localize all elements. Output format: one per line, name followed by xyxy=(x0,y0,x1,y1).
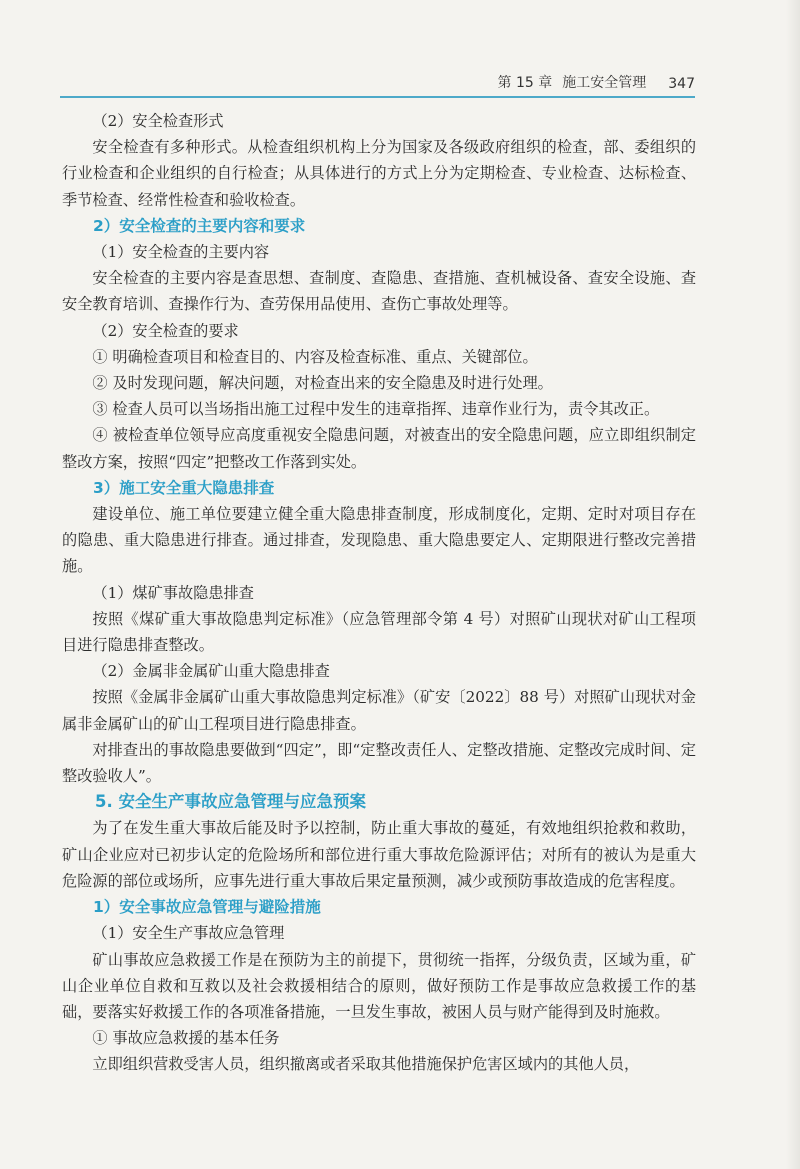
paragraph: 立即组织营救受害人员，组织撤离或者采取其他措施保护危害区域内的其他人员， xyxy=(92,1055,640,1074)
list-item: ④ 被检查单位领导应高度重视安全隐患问题，对被查出的安全隐患问题，应立即组织制定整改方案，按照“四定”把整改工作落到实处。 xyxy=(62,426,696,471)
running-header xyxy=(60,72,695,98)
subheading: （1）安全生产事故应急管理 xyxy=(92,924,285,943)
page-edge-shadow xyxy=(786,0,800,1169)
paragraph: 安全检查有多种形式。从检查组织机构上分为国家及各级政府组织的检查，部、委组织的行业检查和企业组织的自行检查；从具体进行的方式上分为定期检查、专业检查、达标检查、季节检查、经常性检查和验收检查。 xyxy=(62,138,696,209)
page-number: 347 xyxy=(668,76,695,92)
paragraph: 建设单位、施工单位要建立健全重大隐患排查制度，形成制度化，定期、定时对项目存在的隐患、重大隐患进行排查。通过排查，发现隐患、重大隐患要定人、定期限进行整改完善措施。 xyxy=(62,505,696,576)
subheading: （2）金属非金属矿山重大隐患排查 xyxy=(92,662,330,681)
chapter-number: 第 15 章 xyxy=(497,75,553,91)
subheading: （1）煤矿事故隐患排查 xyxy=(92,583,254,602)
list-item: ③ 检查人员可以当场指出施工过程中发生的违章指挥、违章作业行为，责令其改正。 xyxy=(92,400,660,419)
section-heading: 2）安全检查的主要内容和要求 xyxy=(93,216,306,235)
section-heading: 1）安全事故应急管理与避险措施 xyxy=(93,898,321,917)
subheading: （2）安全检查形式 xyxy=(92,112,224,130)
paragraph: 按照《煤矿重大事故隐患判定标准》（应急管理部令第 4 号）对照矿山现状对矿山工程项目进行隐患排查整改。 xyxy=(62,609,696,655)
list-item: ① 明确检查项目和检查目的、内容及检查标准、重点、关键部位。 xyxy=(92,347,538,366)
page-body xyxy=(62,108,696,1078)
paragraph: 安全检查的主要内容是查思想、查制度、查隐患、查措施、查机械设备、查安全设施、查安全教育培训、查操作行为、查劳保用品使用、查伤亡事故处理等。 xyxy=(62,269,696,314)
list-item: ① 事故应急救援的基本任务 xyxy=(92,1029,280,1048)
subheading: （2）安全检查的要求 xyxy=(92,321,239,340)
paragraph: 矿山事故应急救援工作是在预防为主的前提下，贯彻统一指挥，分级负责，区域为重，矿山企业单位自救和互救以及社会救援相结合的原则，做好预防工作是事故应急救援工作的基础，要落实好救援工作的各项准备措施，一旦发生事故，被困人员与财产能得到及时施救。 xyxy=(62,950,696,1021)
paragraph: 对排查出的事故隐患要做到“四定”，即“定整改责任人、定整改措施、定整改完成时间、定整改验收人”。 xyxy=(62,740,696,786)
subheading: （1）安全检查的主要内容 xyxy=(92,243,270,262)
major-heading: 5. 安全生产事故应急管理与应急预案 xyxy=(95,792,366,812)
paragraph: 按照《金属非金属矿山重大事故隐患判定标准》（矿安〔2022〕88 号）对照矿山现状对金属非金属矿山的矿山工程项目进行隐患排查。 xyxy=(62,688,696,733)
chapter-title: 施工安全管理 xyxy=(562,75,647,91)
list-item: ② 及时发现问题，解决问题，对检查出来的安全隐患及时进行处理。 xyxy=(92,374,553,393)
section-heading: 3）施工安全重大隐患排查 xyxy=(93,478,275,497)
paragraph: 为了在发生重大事故后能及时予以控制，防止重大事故的蔓延，有效地组织抢救和救助，矿山企业应对已初步认定的危险场所和部位进行重大事故危险源评估；对所有的被认为是重大危险源的部位或场所，应事先进行重大事故后果定量预测，减少或预防事故造成的危害程度。 xyxy=(62,819,696,890)
